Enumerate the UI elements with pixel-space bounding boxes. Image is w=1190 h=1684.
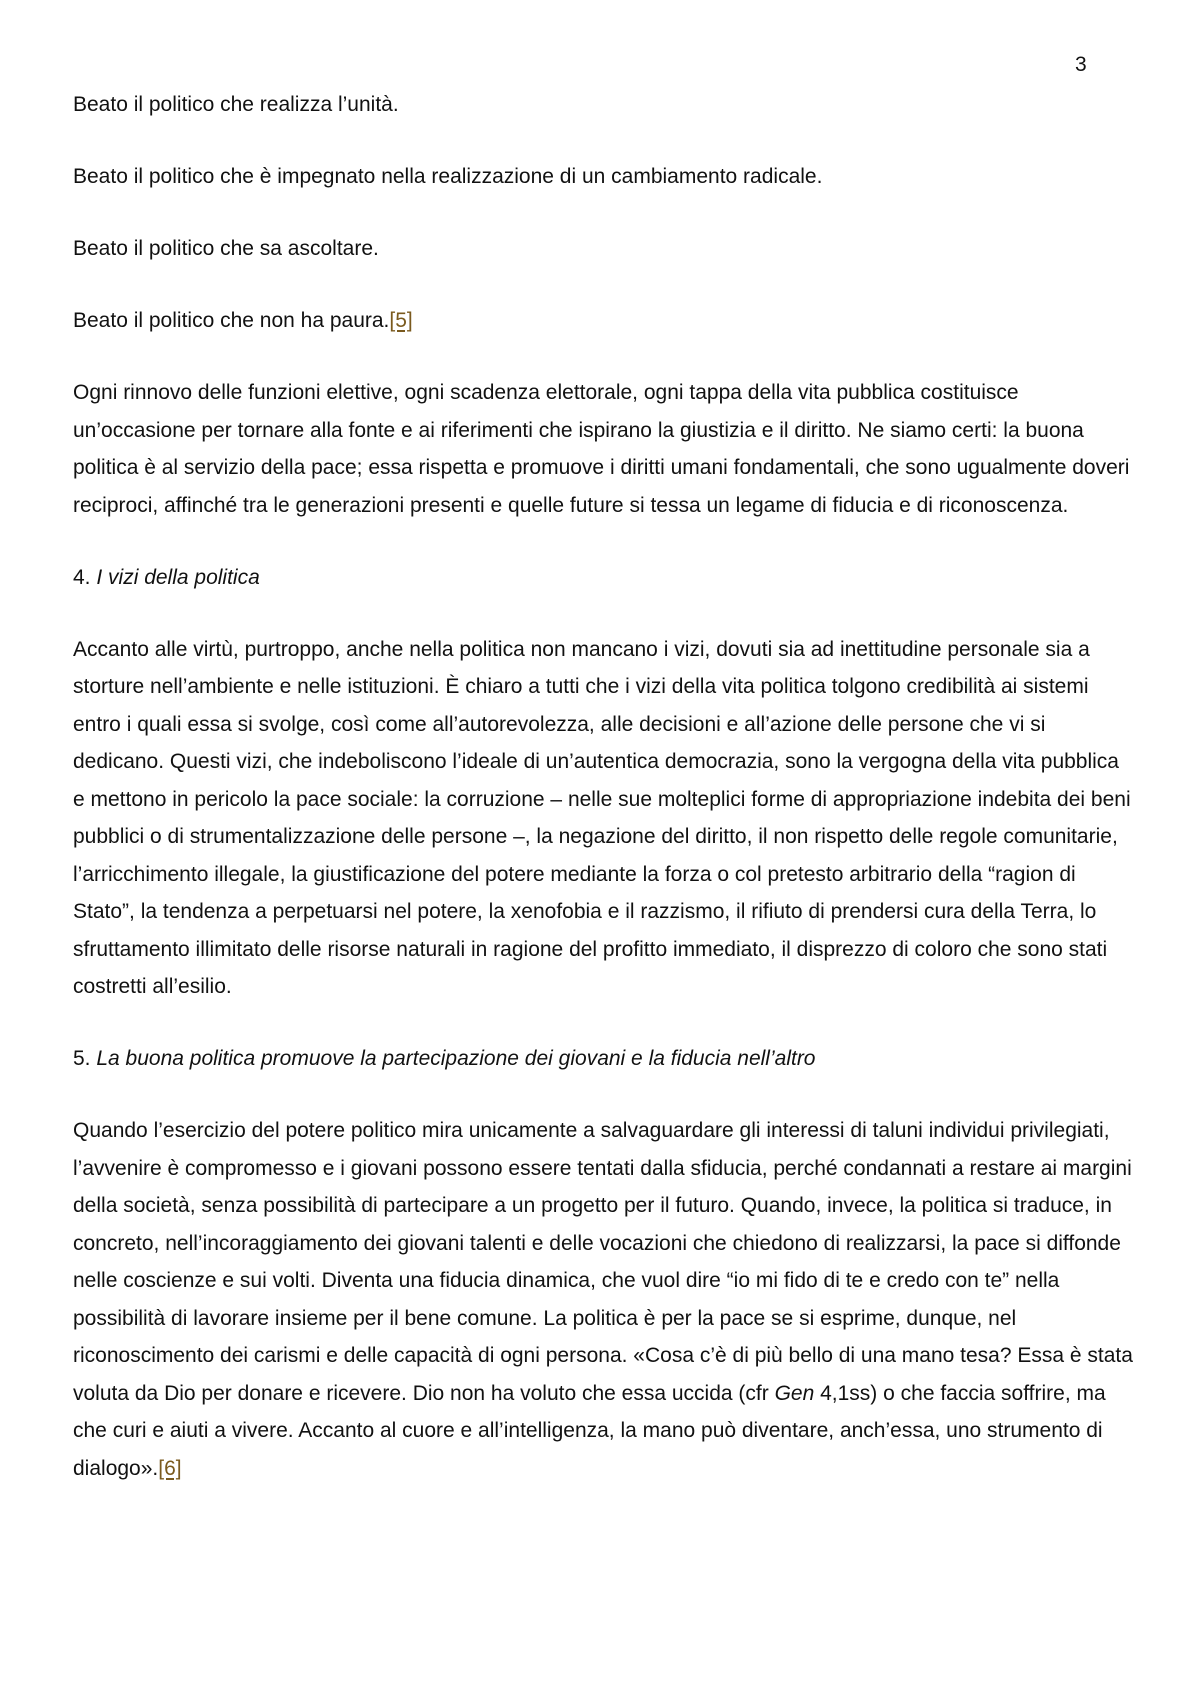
- section-5-body-text-a: Quando l’esercizio del potere politico mira unicamente a salvaguardare gli interessi di taluni individui privilegiati, l’avvenire è compromesso e i giovani possono essere tentati dalla sfiducia, perché condannati a restare ai margini della società, senza possibilità di partecipare a un progetto per il futuro. Quando, invece, la politica si traduce, in concreto, nell’incoraggiamento dei giovani talenti e delle vocazioni che chiedono di realizzarsi, la pace si diffonde nelle coscienze e sui volti. Diventa una fiducia dinamica, che vuol dire “io mi fido di te e credo con te” nella possibilità di lavorare insieme per il bene comune. La politica è per la pace se si esprime, dunque, nel riconoscimento dei carismi e delle capacità di ogni persona. «Cosa c’è di più bello di una mano tesa? Essa è stata voluta da Dio per donare e ricevere. Dio non ha voluto che essa uccida (cfr: [73, 1119, 1133, 1405]
- section-4-number: 4.: [73, 565, 91, 589]
- beatitude-line-4-text: Beato il politico che non ha paura.: [73, 309, 390, 332]
- page-number: 3: [1075, 53, 1087, 76]
- section-5-number: 5.: [73, 1047, 91, 1070]
- section-5-title: La buona politica promuove la partecipazione dei giovani e la fiducia nell’altro: [96, 1047, 816, 1070]
- genesis-reference: Gen: [774, 1381, 815, 1405]
- beatitude-line-2: Beato il politico che è impegnato nella realizzazione di un cambiamento radicale.: [73, 165, 823, 188]
- section-4-title: I vizi della politica: [96, 565, 260, 589]
- section-5-body: [73, 1112, 1133, 1487]
- beatitude-line-4: [73, 302, 1133, 340]
- section-5-body-text-b: 4,1ss) o che faccia soffrire, ma che curi e aiuti a vivere. Accanto al cuore e all’intelligenza, la mano può diventare, anch’essa, uno strumento di dialogo».: [73, 1381, 1106, 1480]
- document-body: [73, 86, 1133, 1487]
- beatitude-line-3: Beato il politico che sa ascoltare.: [73, 237, 379, 260]
- section-4-heading: [73, 559, 1133, 597]
- paragraph-elections: Ogni rinnovo delle funzioni elettive, ogni scadenza elettorale, ogni tappa della vita pubblica costituisce un’occasione per tornare alla fonte e ai riferimenti che ispirano la giustizia e il diritto. Ne siamo certi: la buona politica è al servizio della pace; essa rispetta e promuove i diritti umani fondamentali, che sono ugualmente doveri reciproci, affinché tra le generazioni presenti e quelle future si tessa un legame di fiducia e di riconoscenza.: [73, 381, 1130, 517]
- footnote-link-6[interactable]: [6]: [158, 1456, 182, 1480]
- beatitude-line-1: Beato il politico che realizza l’unità.: [73, 93, 399, 116]
- footnote-link-5[interactable]: [5]: [389, 309, 413, 332]
- section-5-heading: [73, 1040, 1133, 1078]
- section-4-body: Accanto alle virtù, purtroppo, anche nella politica non mancano i vizi, dovuti sia ad inettitudine personale sia a storture nell’ambiente e nelle istituzioni. È chiaro a tutti che i vizi della vita politica tolgono credibilità ai sistemi entro i quali essa si svolge, così come all’autorevolezza, alle decisioni e all’azione delle persone che vi si dedicano. Questi vizi, che indeboliscono l’ideale di un’autentica democrazia, sono la vergogna della vita pubblica e mettono in pericolo la pace sociale: la corruzione – nelle sue molteplici forme di appropriazione indebita dei beni pubblici o di strumentalizzazione delle persone –, la negazione del diritto, il non rispetto delle regole comunitarie, l’arricchimento illegale, la giustificazione del potere mediante la forza o col pretesto arbitrario della “ragion di Stato”, la tendenza a perpetuarsi nel potere, la xenofobia e il razzismo, il rifiuto di prendersi cura della Terra, lo sfruttamento illimitato delle risorse naturali in ragione del profitto immediato, il disprezzo di coloro che sono stati costretti all’esilio.: [73, 637, 1131, 998]
